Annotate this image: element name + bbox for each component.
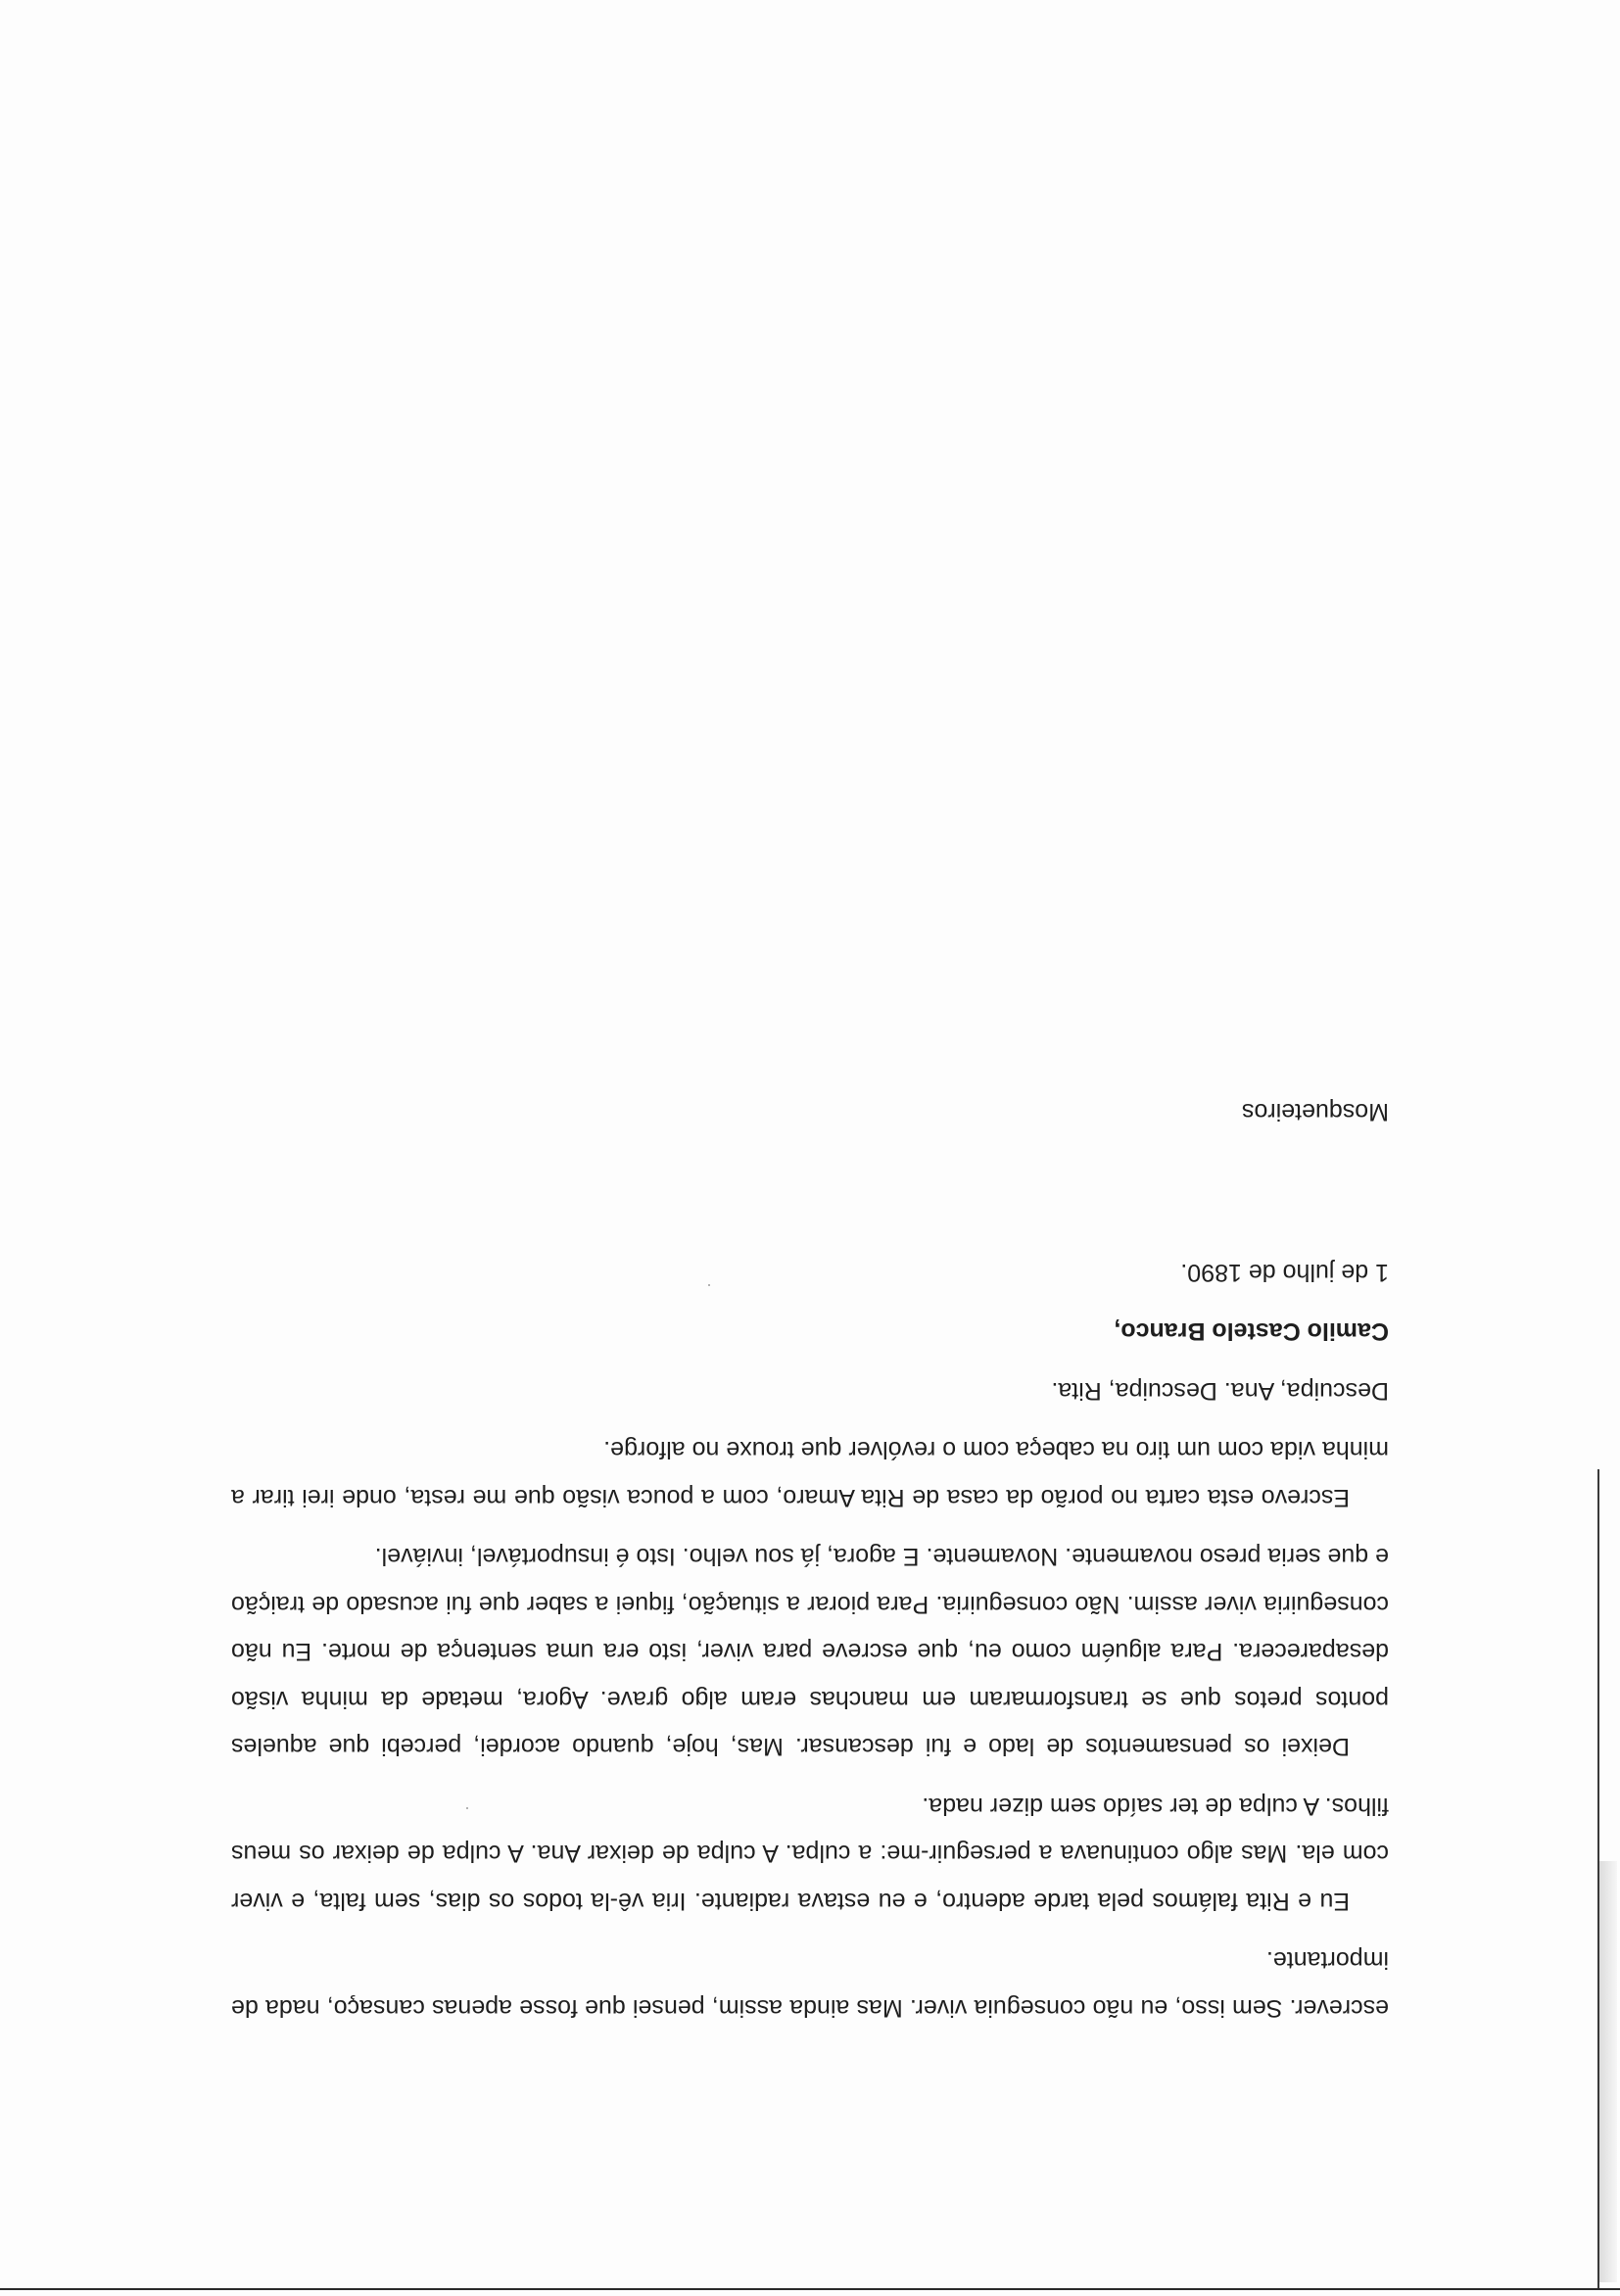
signature-name: Camilo Castelo Branco,: [1114, 1317, 1389, 1346]
paragraph-2: Eu e Rita falámos pela tarde adentro, e eu estava radiante. Iria vê-la todos os dias, sem falta, e viver com ela. Mas algo continuava a perseguir-me: a culpa. A culpa de deixar Ana. A culpa de deixar os meus filhos. A culpa de ter saído sem dizer nada.: [231, 1793, 1389, 1915]
letter-body: [231, 1088, 1389, 2032]
letter-date: 1 de julho de 1890.: [1180, 1259, 1389, 1286]
spacer: [231, 1136, 1389, 1249]
group-name: Mosqueteiros: [1241, 1098, 1389, 1126]
page-edge-shadow: [1599, 1861, 1617, 2282]
paragraph-3: Deixei os pensamentos de lado e fui descansar. Mas, hoje, quando acordei, percebi que aqueles pontos pretos que se transformaram em manchas eram algo grave. Agora, metade da minha visão desaparecera. Para alguém como eu, que escreve para viver, isto era uma sentença de morte. Eu não conseguiria viver assim. Não conseguiria. Para piorar a situação, fiquei a saber que fui acusado de traição e que seria preso novamente. Novamente. E agora, já sou velho. Isto é insuportável, inviável.: [231, 1543, 1389, 1761]
closing-line: Descuipa, Ana. Descuipa, Rita.: [1051, 1377, 1389, 1405]
scan-speck: [466, 1807, 468, 1809]
paragraph-4: Escrevo esta carta no porão da casa de Rita Amaro, com a pouca visão que me resta, onde irei tirar a minha vida com um tiro na cabeça com o revólver que trouxe no alforge.: [231, 1436, 1389, 1511]
paragraph-1: escrever. Sem isso, eu não conseguia viver. Mas ainda assim, pensei que fosse apenas cansaço, nada de importante.: [231, 1946, 1389, 2022]
scan-edge-line: [0, 2288, 1620, 2290]
spacer: [231, 1296, 1389, 1308]
spacer: [231, 1356, 1389, 1367]
scan-speck: [708, 1284, 710, 1286]
